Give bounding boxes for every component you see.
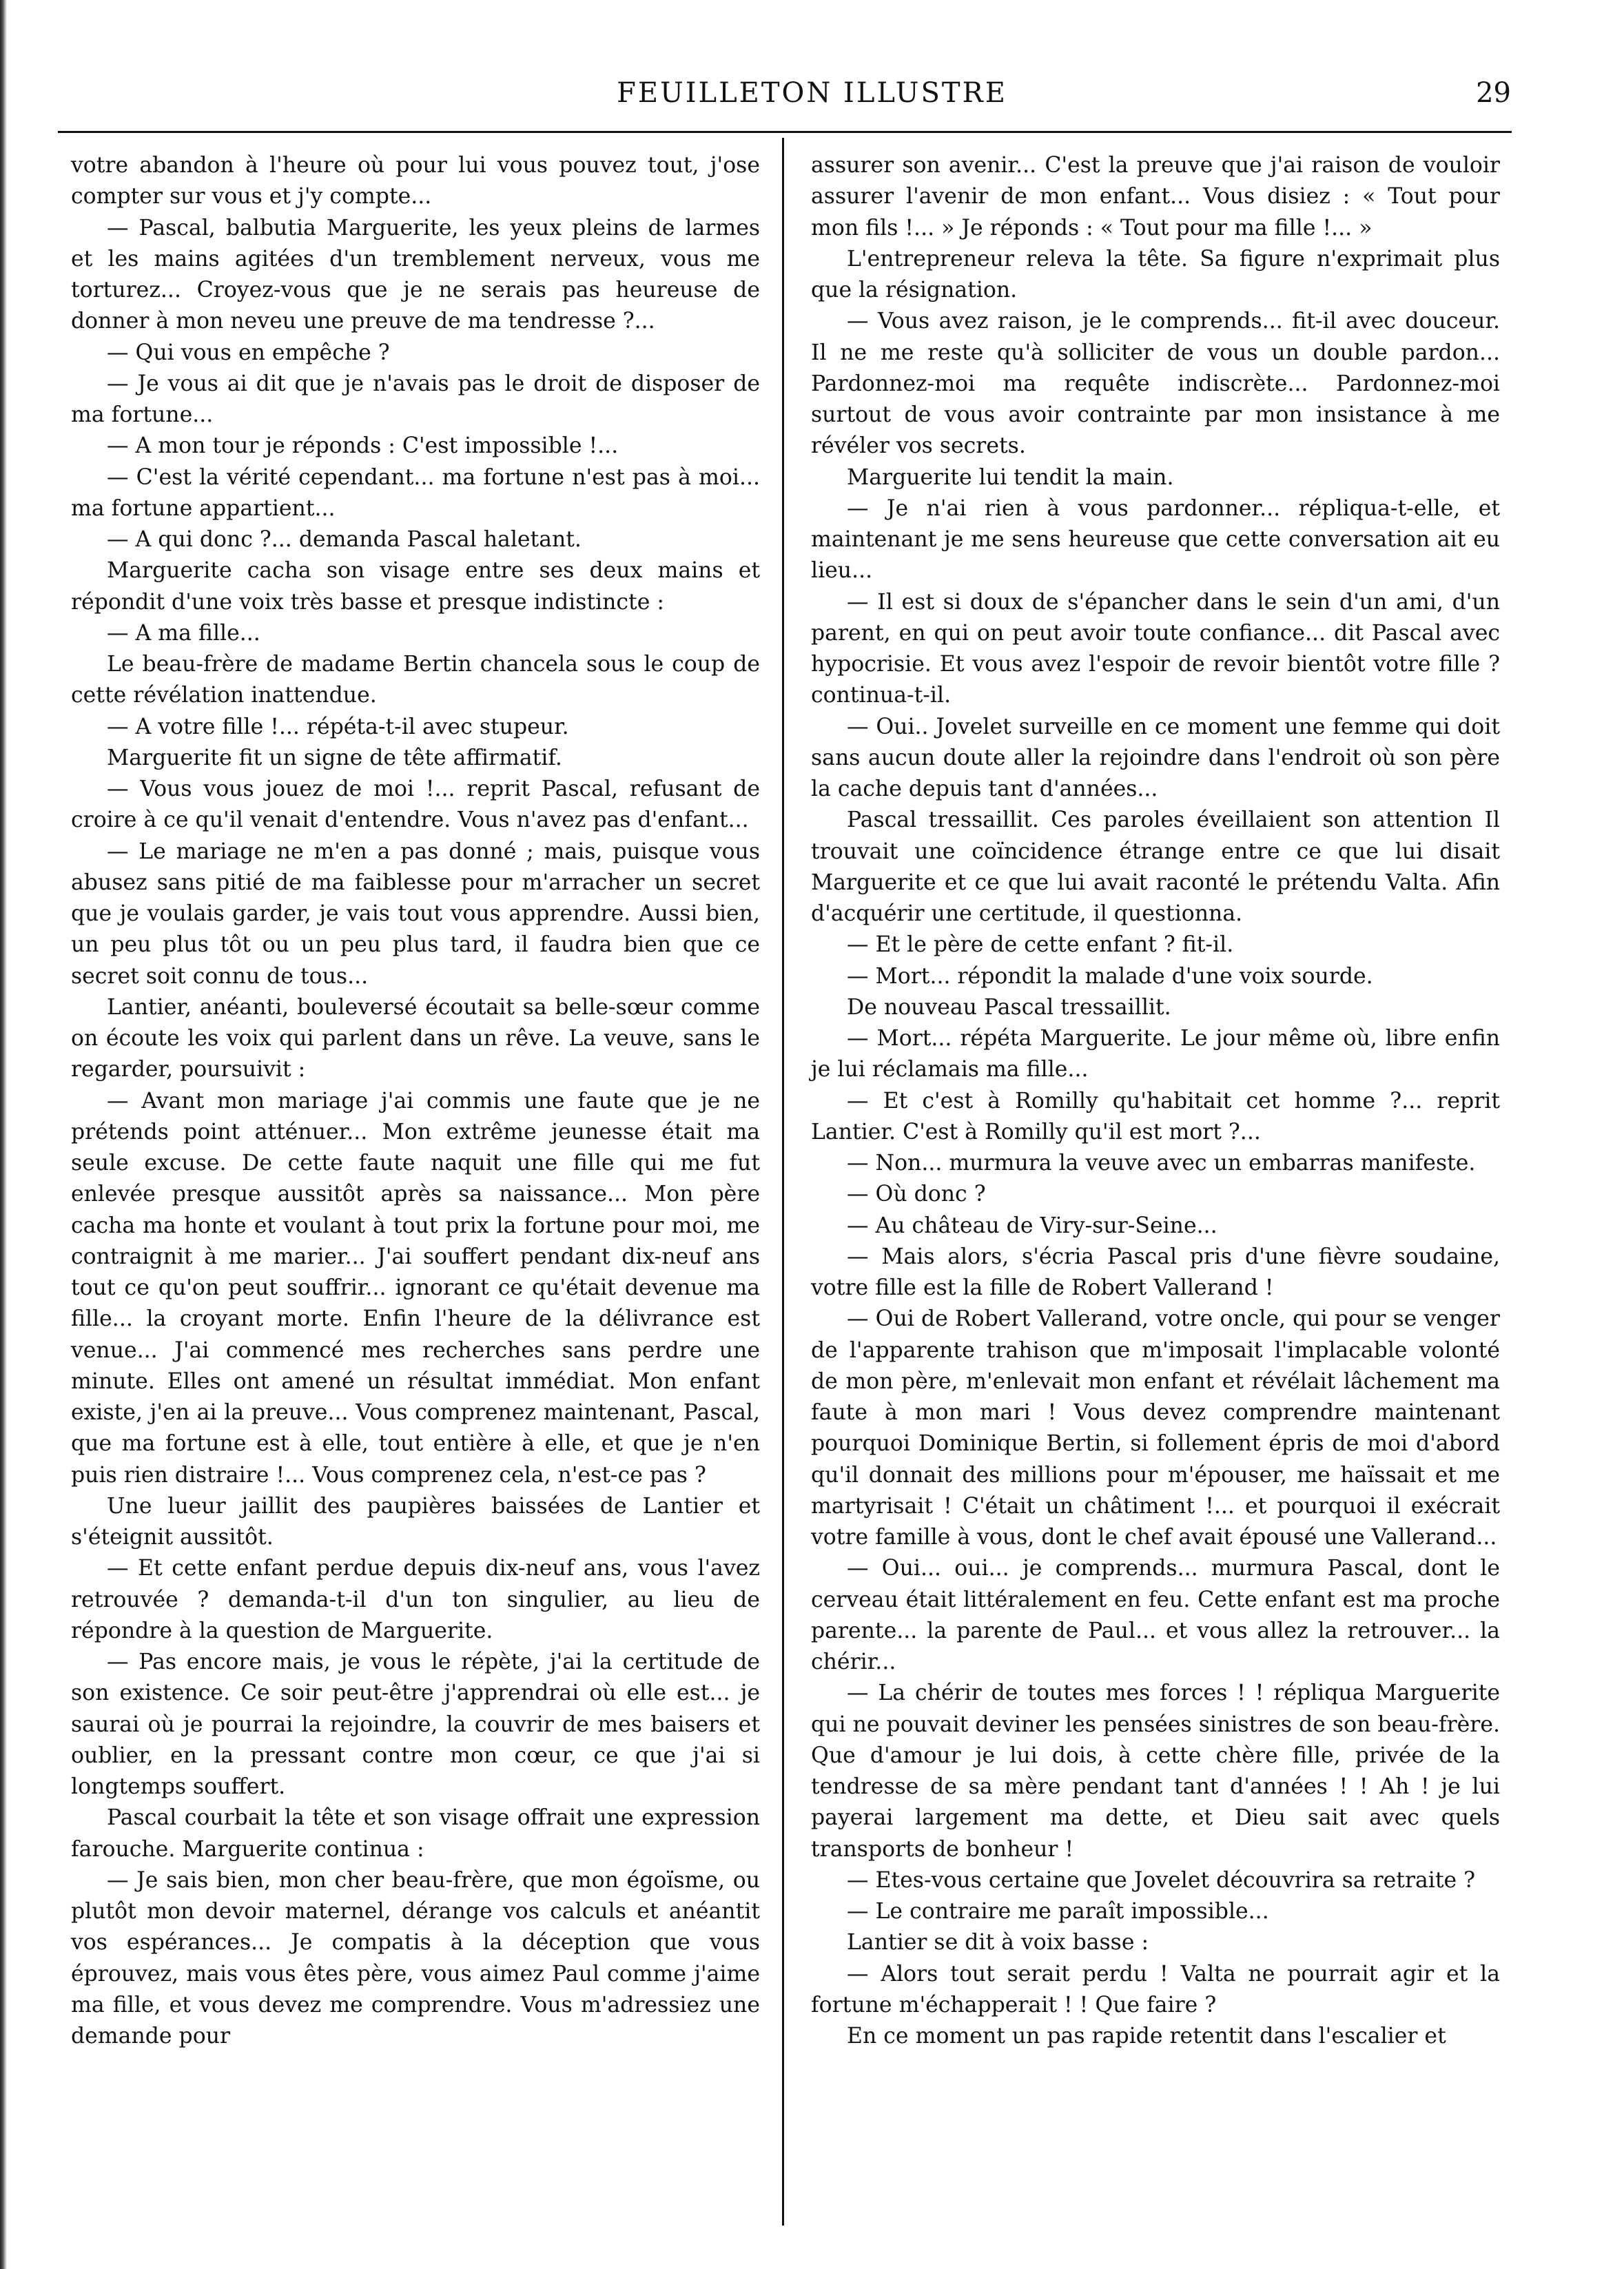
- paragraph: — C'est la vérité cependant... ma fortune n'est pas à moi... ma fortune appartient...: [71, 464, 760, 521]
- paragraph: — Non... murmura la veuve avec un embarras manifeste.: [847, 1151, 1476, 1175]
- paragraph: — Alors tout serait perdu ! Valta ne pourrait agir et la fortune m'échapperait ! ! Que faire ?: [811, 1961, 1500, 2018]
- paragraph: — Où donc ?: [847, 1182, 986, 1207]
- paragraph: — A qui donc ?... demanda Pascal haletant.: [107, 527, 582, 552]
- paragraph: — Il est si doux de s'épancher dans le sein d'un ami, d'un parent, en qui on peut avoir toute confiance... dit Pascal avec hypocrisie. Et vous avez l'espoir de revoir bientôt votre fille ? continua-t-il.: [811, 589, 1500, 708]
- paragraph: — Le mariage ne m'en a pas donné ; mais, puisque vous abusez sans pitié de ma faiblesse pour m'arracher un secret que je voulais garder, je vais tout vous apprendre. Aussi bien, un peu plus tôt ou un peu plus tard, il faudra bien que ce secret soit connu de tous...: [71, 839, 760, 989]
- page-binding-edge: [0, 0, 7, 2269]
- left-column: [71, 150, 760, 2052]
- paragraph: — Je sais bien, mon cher beau-frère, que mon égoïsme, ou plutôt mon devoir maternel, dérange vos calculs et anéantit vos espérances... Je compatis à la déception que vous éprouvez, mais vous êtes père, vous aimez Paul comme j'aime ma fille, et vous devez me comprendre. Vous m'adressiez une demande pour: [71, 1867, 760, 2049]
- paragraph: — La chérir de toutes mes forces ! ! répliqua Marguerite qui ne pouvait deviner les pensées sinistres de son beau-frère. Que d'amour je lui dois, à cette chère fille, privée de la tendresse de sa mère pendant tant d'années ! ! Ah ! je lui payerai largement ma dette, et Dieu sait avec quels transports de bonheur !: [811, 1681, 1500, 1862]
- paragraph: Lantier, anéanti, bouleversé écoutait sa belle-sœur comme on écoute les voix qui parlent dans un rêve. La veuve, sans le regarder, poursuivit :: [71, 994, 760, 1082]
- paragraph: — Mais alors, s'écria Pascal pris d'une fièvre soudaine, votre fille est la fille de Robert Vallerand !: [811, 1244, 1500, 1300]
- paragraph: — Pas encore mais, je vous le répète, j'ai la certitude de son existence. Ce soir peut-être j'apprendrai où elle est... je saurai où je pourrai la rejoindre, la couvrir de mes baisers et oublier, en la pressant contre mon cœur, ce que j'ai si longtemps souffert.: [71, 1650, 760, 1799]
- paragraph: votre abandon à l'heure où pour lui vous pouvez tout, j'ose compter sur vous et j'y compte...: [71, 153, 760, 209]
- paragraph: — Vous avez raison, je le comprends... fit-il avec douceur. Il ne me reste qu'à solliciter de vous un double pardon... Pardonnez-moi ma requête indiscrète... Pardonnez-moi surtout de vous avoir contrainte par mon insistance à me révéler vos secrets.: [811, 309, 1500, 459]
- column-divider: [782, 138, 784, 2226]
- paragraph: — Au château de Viry-sur-Seine...: [847, 1213, 1217, 1238]
- paragraph: Lantier se dit à voix basse :: [847, 1930, 1149, 1955]
- paragraph: — Avant mon mariage j'ai commis une faute que je ne prétends point atténuer... Mon extrême jeunesse était ma seule excuse. De cette faute naquit une fille qui me fut enlevée presque aussitôt après sa naissance... Mon père cacha ma honte et voulant à tout prix la fortune pour moi, me contraignit à me marier... J'ai souffert pendant dix-neuf ans tout ce qu'on peut souffrir... ignorant ce qu'était devenue ma fille... la croyant morte. Enfin l'heure de la délivrance est venue... J'ai commencé mes recherches sans perdre une minute. Elles ont amené un résultat immédiat. Mon enfant existe, j'en ai la preuve... Vous comprenez maintenant, Pascal, que ma fortune est à elle, tout entière à elle, et que je n'en puis rien distraire !... Vous comprenez cela, n'est-ce pas ?: [71, 1088, 760, 1488]
- header-rule: [58, 131, 1512, 133]
- paragraph: — A mon tour je réponds : C'est impossible !...: [107, 433, 619, 459]
- paragraph: Pascal tressaillit. Ces paroles éveillaient son attention Il trouvait une coïncidence étrange entre ce que lui disait Marguerite et ce que lui avait raconté le prétendu Valta. Afin d'acquérir une certitude, il questionna.: [811, 808, 1500, 926]
- paragraph: — Mort... répéta Marguerite. Le jour même où, libre enfin je lui réclamais ma fille...: [811, 1026, 1500, 1082]
- paragraph: Une lueur jaillit des paupières baissées de Lantier et s'éteignit aussitôt.: [71, 1493, 760, 1550]
- paragraph: — Et c'est à Romilly qu'habitait cet homme ?... reprit Lantier. C'est à Romilly qu'il est mort ?...: [811, 1088, 1500, 1144]
- paragraph: — Je n'ai rien à vous pardonner... répliqua-t-elle, et maintenant je me sens heureuse que cette conversation ait eu lieu...: [811, 495, 1500, 584]
- paragraph: — Le contraire me paraît impossible...: [847, 1899, 1269, 1924]
- paragraph: — Oui.. Jovelet surveille en ce moment une femme qui doit sans aucun doute aller la rejoindre dans l'endroit où son père la cache depuis tant d'années...: [811, 714, 1500, 801]
- paragraph: — Mort... répondit la malade d'une voix sourde.: [847, 963, 1373, 989]
- page-number: 29: [1476, 77, 1511, 109]
- paragraph: En ce moment un pas rapide retentit dans l'escalier et: [847, 2024, 1446, 2049]
- paragraph: — Vous vous jouez de moi !... reprit Pascal, refusant de croire à ce qu'il venait d'entendre. Vous n'avez pas d'enfant...: [71, 777, 760, 833]
- paragraph: De nouveau Pascal tressaillit.: [847, 994, 1171, 1020]
- paragraph: Marguerite cacha son visage entre ses deux mains et répondit d'une voix très basse et presque indistincte :: [71, 558, 760, 615]
- paragraph: Marguerite lui tendit la main.: [847, 464, 1174, 490]
- page-header: [0, 77, 1624, 119]
- paragraph: — A ma fille...: [107, 620, 260, 646]
- paragraph: — Etes-vous certaine que Jovelet découvrira sa retraite ?: [847, 1867, 1476, 1893]
- paragraph: Pascal courbait la tête et son visage offrait une expression farouche. Marguerite continua :: [71, 1805, 760, 1862]
- paragraph: — Et cette enfant perdue depuis dix-neuf ans, vous l'avez retrouvée ? demanda-t-il d'un ton singulier, au lieu de répondre à la question de Marguerite.: [71, 1556, 760, 1643]
- paragraph: — A votre fille !... répéta-t-il avec stupeur.: [107, 714, 569, 739]
- paragraph: assurer son avenir... C'est la preuve que j'ai raison de vouloir assurer l'avenir de mon enfant... Vous disiez : « Tout pour mon fils !... » Je réponds : « Tout pour ma fille !... »: [811, 153, 1500, 240]
- paragraph: Le beau-frère de madame Bertin chancela sous le coup de cette révélation inattendue.: [71, 652, 760, 708]
- running-title: FEUILLETON ILLUSTRE: [617, 77, 1007, 109]
- paragraph: — Pascal, balbutia Marguerite, les yeux pleins de larmes et les mains agitées d'un tremblement nerveux, vous me torturez... Croyez-vous que je ne serais pas heureuse de donner à mon neveu une preuve de ma tendresse ?...: [71, 215, 760, 334]
- paragraph: L'entrepreneur releva la tête. Sa figure n'exprimait plus que la résignation.: [811, 246, 1500, 302]
- paragraph: Marguerite fit un signe de tête affirmatif.: [107, 745, 562, 770]
- paragraph: — Qui vous en empêche ?: [107, 340, 390, 365]
- paragraph: — Oui de Robert Vallerand, votre oncle, qui pour se venger de l'apparente trahison que m'imposait l'implacable volonté de mon père, m'enlevait mon enfant et révélait lâchement ma faute à mon mari ! Vous devez comprendre maintenant pourquoi Dominique Bertin, si follement épris de moi d'abord qu'il donnait des millions pour m'épouser, me haïssait et me martyrisait ! C'était un châtiment !... et pourquoi il exécrait votre famille à vous, dont le chef avait épousé une Vallerand...: [811, 1306, 1500, 1550]
- paragraph: — Et le père de cette enfant ? fit-il.: [847, 932, 1234, 958]
- right-column: [811, 150, 1500, 2052]
- paragraph: — Je vous ai dit que je n'avais pas le droit de disposer de ma fortune...: [71, 371, 760, 427]
- paragraph: — Oui... oui... je comprends... murmura Pascal, dont le cerveau était littéralement en feu. Cette enfant est ma proche parente... la parente de Paul... et vous allez la retrouver... la chérir...: [811, 1556, 1500, 1674]
